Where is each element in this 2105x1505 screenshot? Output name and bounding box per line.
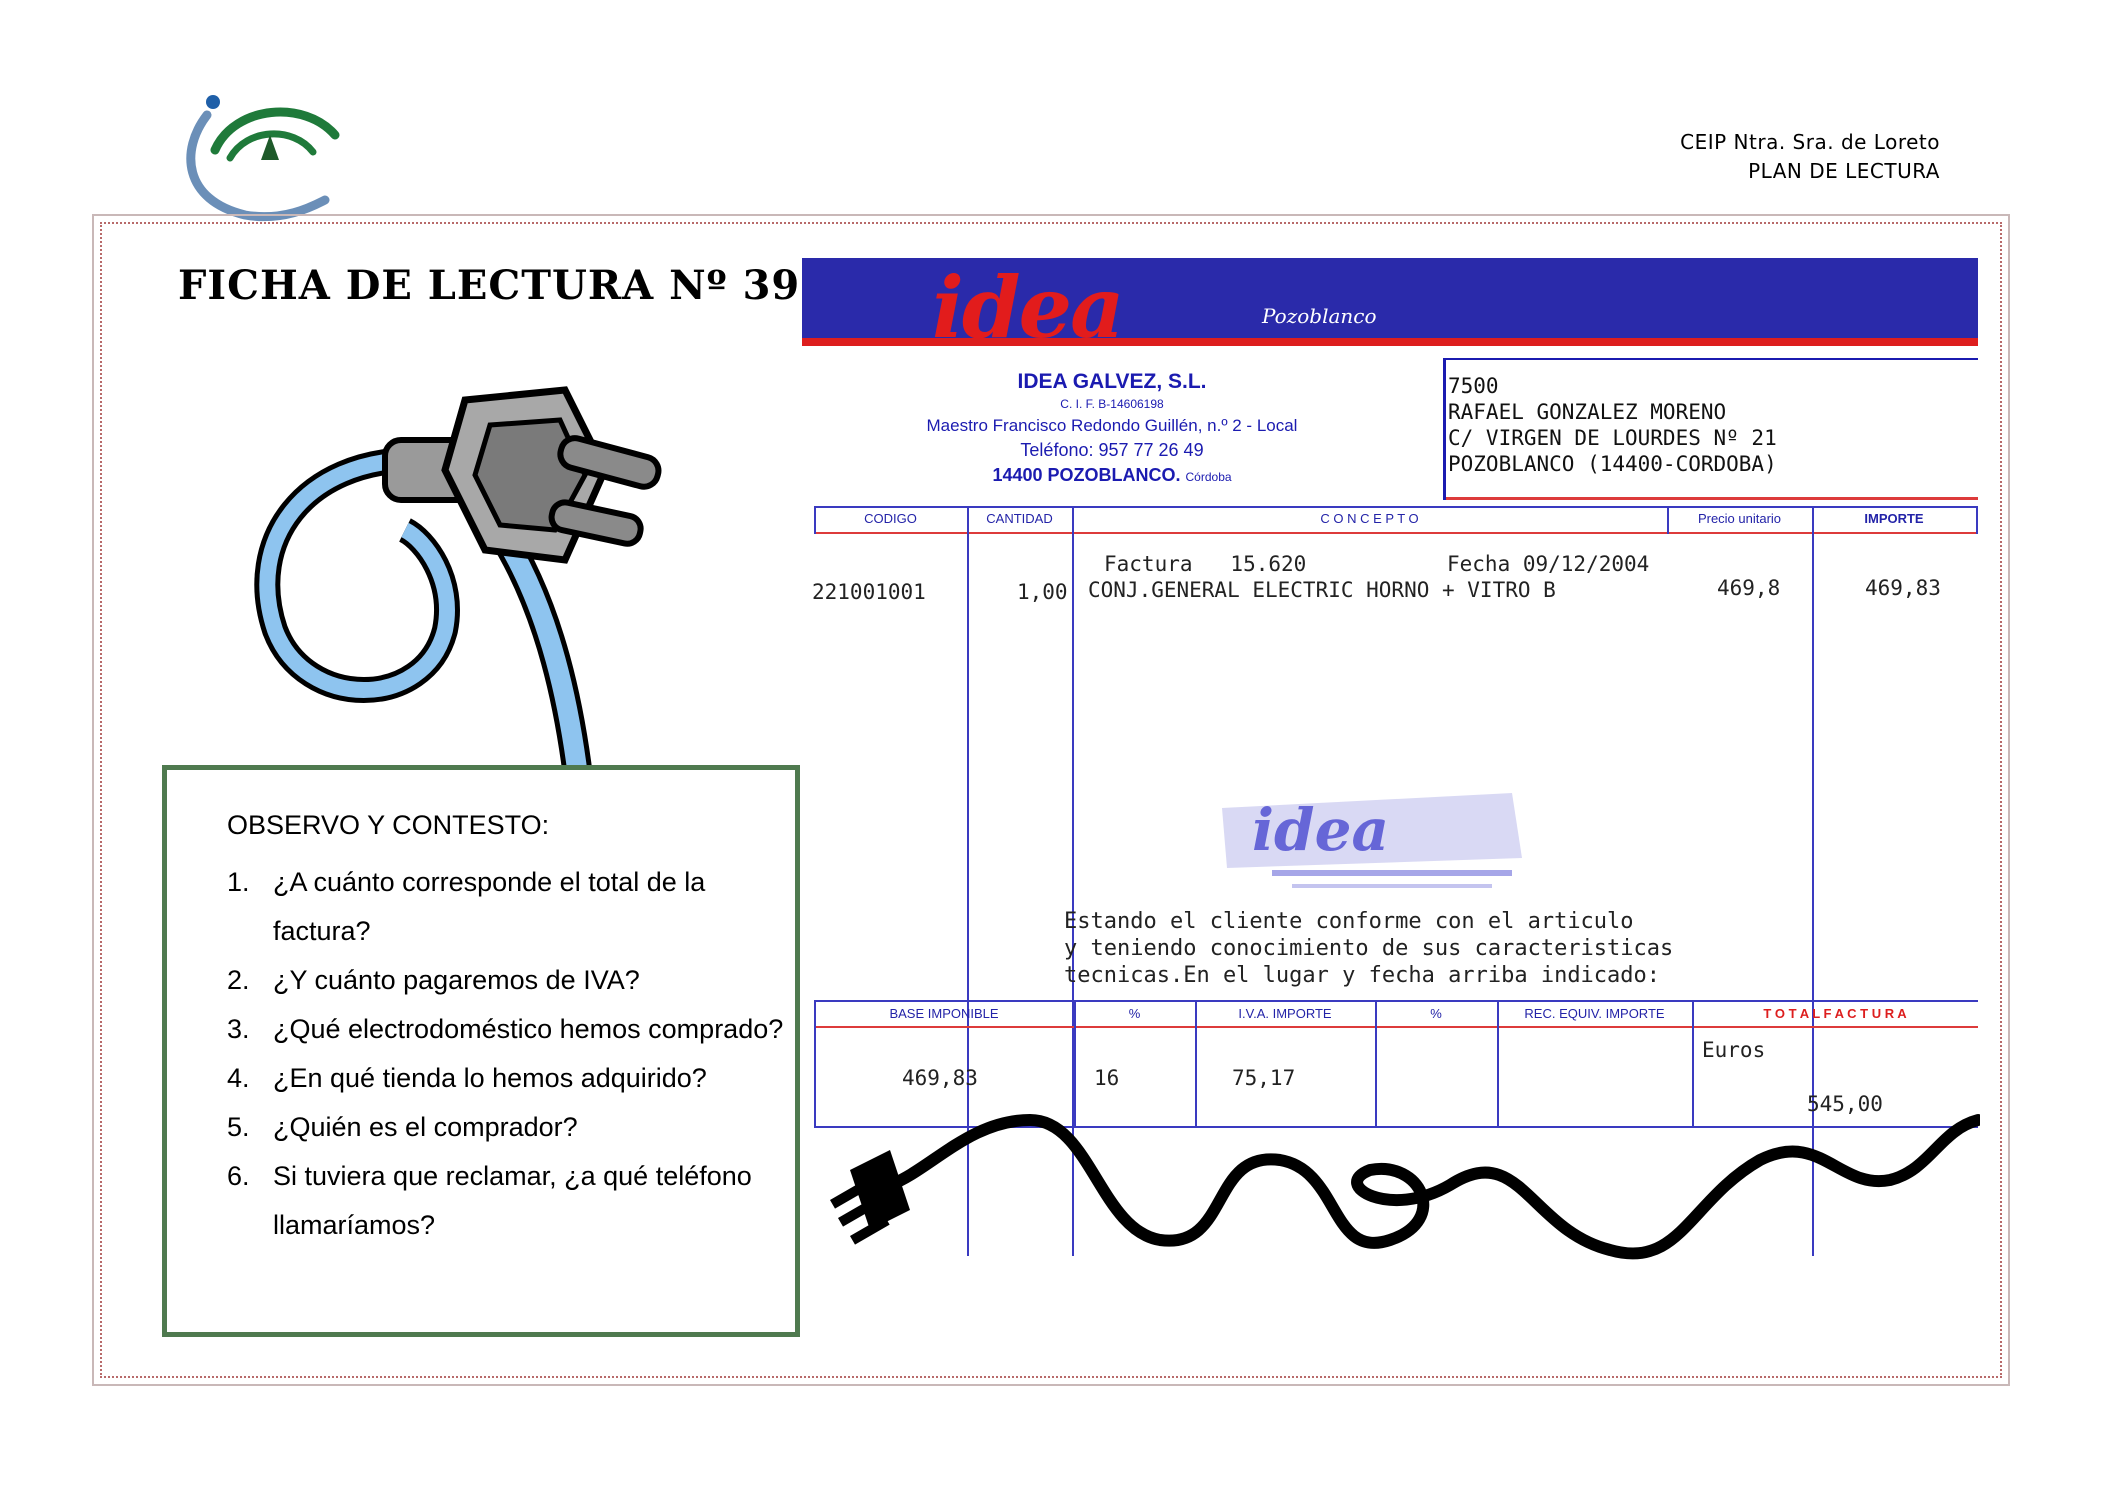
client-name: RAFAEL GONZALEZ MORENO [1448,400,1727,424]
total-iva-value: 75,17 [1232,1066,1296,1090]
question-number: 1. [227,867,250,897]
invoice-brand-city: Pozoblanco [1262,304,1377,328]
col-cantidad: CANTIDAD [986,511,1053,526]
client-info [1443,358,1978,500]
question-text: ¿En qué tienda lo hemos adquirido? [273,1063,707,1093]
question-text: ¿Quién es el comprador? [273,1112,578,1142]
company-stamp [1212,788,1532,903]
factura-number: Factura 15.620 [1104,552,1307,576]
company-phone: Teléfono: 957 77 26 49 [1020,440,1204,460]
invoice [802,258,1978,1130]
client-city: POZOBLANCO (14400-CORDOBA) [1448,452,1777,476]
col-precio: Precio unitario [1697,511,1782,526]
question-text: ¿Y cuánto pagaremos de IVA? [273,965,640,995]
question-item [227,1103,787,1152]
factura-date: Fecha 09/12/2004 [1447,552,1650,576]
page-title: FICHA DE LECTURA Nº 39 [178,262,801,309]
question-item [227,1054,787,1103]
question-item [227,1005,787,1054]
question-number: 6. [227,1161,250,1191]
col-importe: IMPORTE [1864,511,1924,526]
row-concepto: CONJ.GENERAL ELECTRIC HORNO + VITRO B [1088,578,1556,602]
client-code: 7500 [1448,374,1499,398]
totals-pct-header: % [1128,1006,1141,1021]
question-number: 4. [227,1063,250,1093]
total-currency: Euros [1702,1038,1766,1062]
row-cantidad: 1,00 [1017,580,1068,604]
company-cif: C. I. F. B-14606198 [1060,397,1164,411]
col-codigo: CODIGO [864,511,917,526]
question-item [227,858,787,956]
question-number: 2. [227,965,250,995]
client-street: C/ VIRGEN DE LOURDES Nº 21 [1448,426,1777,450]
svg-text:idea: idea [1252,796,1390,864]
total-pct-value: 16 [1094,1066,1120,1090]
invoice-brand-logo: idea [932,258,1123,357]
totals-total-header: T O T A L F A C T U R A [1763,1006,1907,1021]
company-city: 14400 POZOBLANCO. [992,465,1181,485]
company-name: IDEA GALVEZ, S.L. [1017,370,1207,393]
cable-illustration [830,1090,1980,1290]
school-header [1680,128,1940,186]
question-text: ¿Qué electrodoméstico hemos comprado? [273,1014,784,1044]
row-precio: 469,8 [1717,576,1781,600]
total-factura-value: 545,00 [1807,1092,1883,1116]
company-address: Maestro Francisco Redondo Guillén, n.º 2 - Local [926,416,1298,435]
invoice-terms: Estando el cliente conforme con el articulo y teniendo conocimiento de sus caracteristicas tecnicas.En el lugar y fecha arriba indicado: [1064,909,1674,988]
question-item [227,956,787,1005]
totals-rec-header: REC. EQUIV. IMPORTE [1524,1006,1665,1021]
school-logo [175,90,345,225]
company-info [902,370,1322,486]
questions-box [162,765,800,1337]
question-number: 3. [227,1014,250,1044]
question-number: 5. [227,1112,250,1142]
totals-base-header: BASE IMPONIBLE [889,1006,999,1021]
question-text: Si tuviera que reclamar, ¿a qué teléfono llamaríamos? [273,1161,752,1240]
questions-heading: OBSERVO Y CONTESTO: [227,810,550,840]
totals-pct2-header: % [1430,1006,1442,1021]
totals-iva-header: I.V.A. IMPORTE [1238,1006,1332,1021]
company-province: Córdoba [1185,470,1232,484]
question-text: ¿A cuánto corresponde el total de la factura? [273,867,706,946]
row-importe: 469,83 [1865,576,1941,600]
school-name: CEIP Ntra. Sra. de Loreto [1680,130,1940,154]
question-item [227,1152,787,1250]
row-codigo: 221001001 [812,580,926,604]
total-base-value: 469,83 [902,1066,978,1090]
col-concepto: C O N C E P T O [1320,511,1419,526]
plan-name: PLAN DE LECTURA [1748,159,1940,183]
questions-list [227,858,787,1250]
